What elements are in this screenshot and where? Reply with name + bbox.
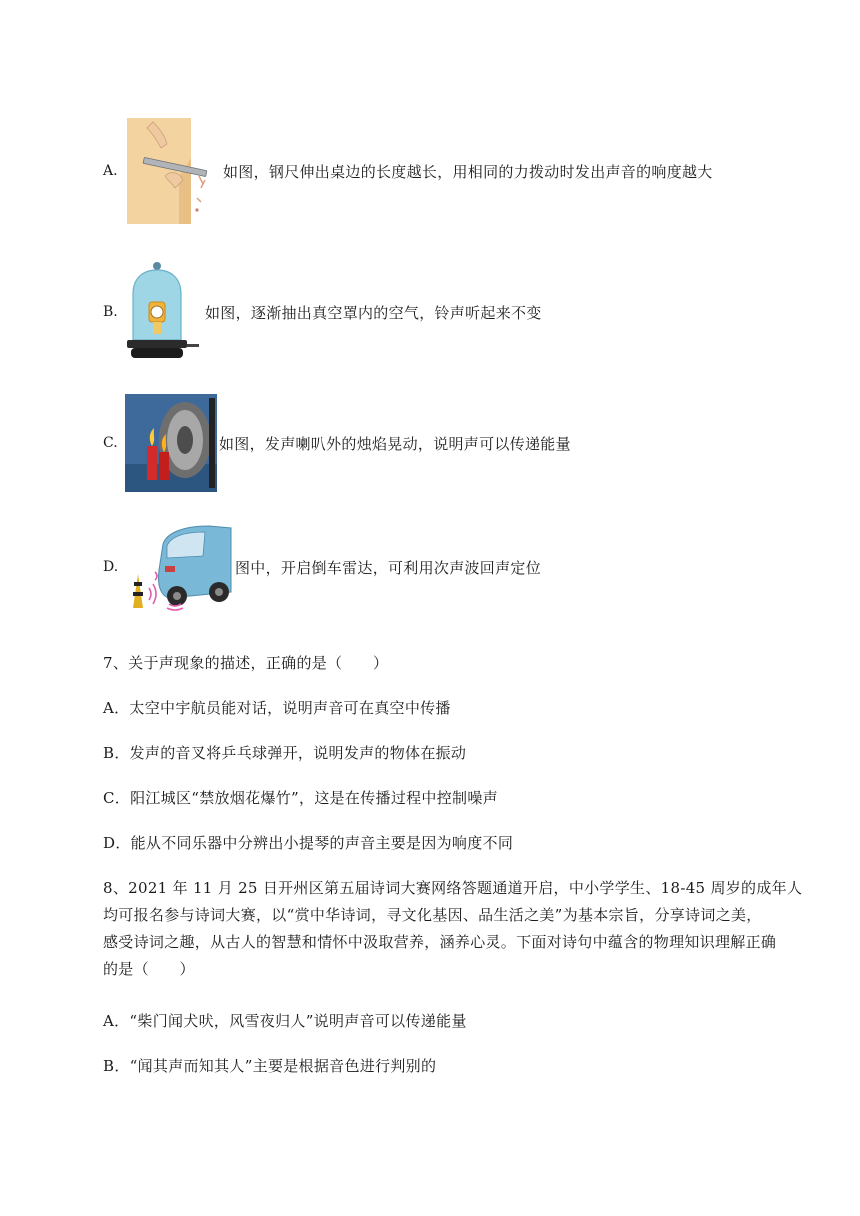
question-7-option-a: A．太空中宇航员能对话，说明声音可在真空中传播 bbox=[103, 699, 451, 717]
car-reversing-radar-image bbox=[125, 522, 233, 612]
speaker-candles-image bbox=[125, 394, 217, 492]
option-c-text: 如图，发声喇叭外的烛焰晃动，说明声可以传递能量 bbox=[219, 434, 571, 453]
option-a-letter: A. bbox=[103, 163, 118, 179]
option-b bbox=[103, 260, 542, 364]
question-8-stem-line-4: 的是（ ） bbox=[103, 960, 195, 978]
question-8-stem-line-2: 均可报名参与诗词大赛，以“赏中华诗词，寻文化基因、品生活之美”为基本宗旨，分享诗词之美， bbox=[103, 906, 762, 924]
question-8-stem-line-3: 感受诗词之趣，从古人的智慧和情怀中汲取营养，涵养心灵。下面对诗句中蕴含的物理知识理解正确 bbox=[103, 933, 777, 951]
bell-jar-alarm-clock-image bbox=[125, 260, 203, 364]
option-d-text: 图中，开启倒车雷达，可利用次声波回声定位 bbox=[235, 558, 542, 577]
question-7-stem: 7、关于声现象的描述，正确的是（ ） bbox=[103, 654, 389, 672]
ruler-on-desk-image bbox=[125, 118, 221, 224]
option-c bbox=[103, 394, 571, 492]
option-a bbox=[103, 118, 713, 224]
question-7-option-d: D．能从不同乐器中分辨出小提琴的声音主要是因为响度不同 bbox=[103, 834, 514, 852]
option-c-letter: C. bbox=[103, 435, 118, 451]
question-8-option-b: B．“闻其声而知其人”主要是根据音色进行判别的 bbox=[103, 1057, 437, 1075]
question-7-option-c: C．阳江城区“禁放烟花爆竹”，这是在传播过程中控制噪声 bbox=[103, 789, 498, 807]
option-d bbox=[103, 522, 541, 612]
option-b-text: 如图，逐渐抽出真空罩内的空气，铃声听起来不变 bbox=[205, 303, 542, 322]
question-8-stem-line-1: 8、2021 年 11 月 25 日开州区第五届诗词大赛网络答题通道开启，中小学学生、18-45 周岁的成年人 bbox=[103, 879, 803, 897]
question-8-option-a: A．“柴门闻犬吠，风雪夜归人”说明声音可以传递能量 bbox=[103, 1012, 467, 1030]
option-a-text: 如图，钢尺伸出桌边的长度越长，用相同的力拨动时发出声音的响度越大 bbox=[223, 162, 713, 181]
option-b-letter: B. bbox=[103, 304, 118, 320]
question-7-option-b: B．发声的音叉将乒乓球弹开，说明发声的物体在振动 bbox=[103, 744, 467, 762]
option-d-letter: D. bbox=[103, 559, 119, 575]
